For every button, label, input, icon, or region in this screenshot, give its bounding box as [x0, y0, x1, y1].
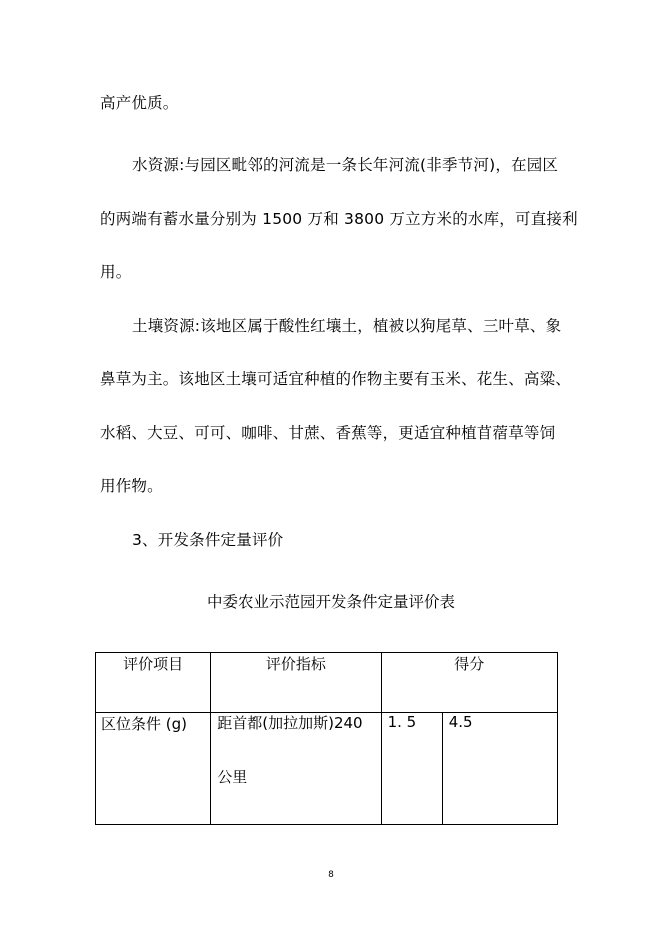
- header-cell-item: 评价项目: [96, 653, 211, 713]
- paragraph-line: 鼻草为主。该地区土壤可适宜种植的作物主要有玉米、花生、高粱、: [100, 370, 572, 388]
- table-header-row: [96, 653, 558, 713]
- section-heading: 3、开发条件定量评价: [132, 531, 284, 549]
- header-cell-score: 得分: [381, 653, 557, 713]
- paragraph-line: 用。: [100, 263, 132, 281]
- cell-score-1: 1. 5: [381, 713, 442, 825]
- soil-resource-paragraph: 土壤资源:该地区属于酸性红壤土，植被以狗尾草、三叶草、象: [132, 317, 562, 335]
- water-resource-paragraph: 水资源:与园区毗邻的河流是一条长年河流(非季节河)，在园区: [132, 156, 559, 174]
- cell-item: 区位条件 (g): [96, 713, 211, 825]
- indicator-line: 公里: [217, 768, 248, 786]
- page-number: 8: [328, 870, 334, 880]
- paragraph-line: 的两端有蓄水量分别为 1500 万和 3800 万立方米的水库，可直接利: [100, 210, 578, 228]
- header-cell-indicator: 评价指标: [211, 653, 381, 713]
- table-caption: 中委农业示范园开发条件定量评价表: [206, 593, 455, 611]
- cell-indicator: [211, 713, 381, 825]
- paragraph-line: 水稻、大豆、可可、咖啡、甘蔗、香蕉等，更适宜种植苜蓿草等饲: [100, 424, 556, 442]
- table-row: [96, 713, 558, 825]
- paragraph-line: 用作物。: [100, 477, 163, 495]
- indicator-line: 距首都(加拉加斯)240: [217, 714, 363, 732]
- cell-score-2: 4.5: [442, 713, 557, 825]
- paragraph-line: 高产优质。: [100, 94, 179, 112]
- evaluation-table: [95, 652, 558, 825]
